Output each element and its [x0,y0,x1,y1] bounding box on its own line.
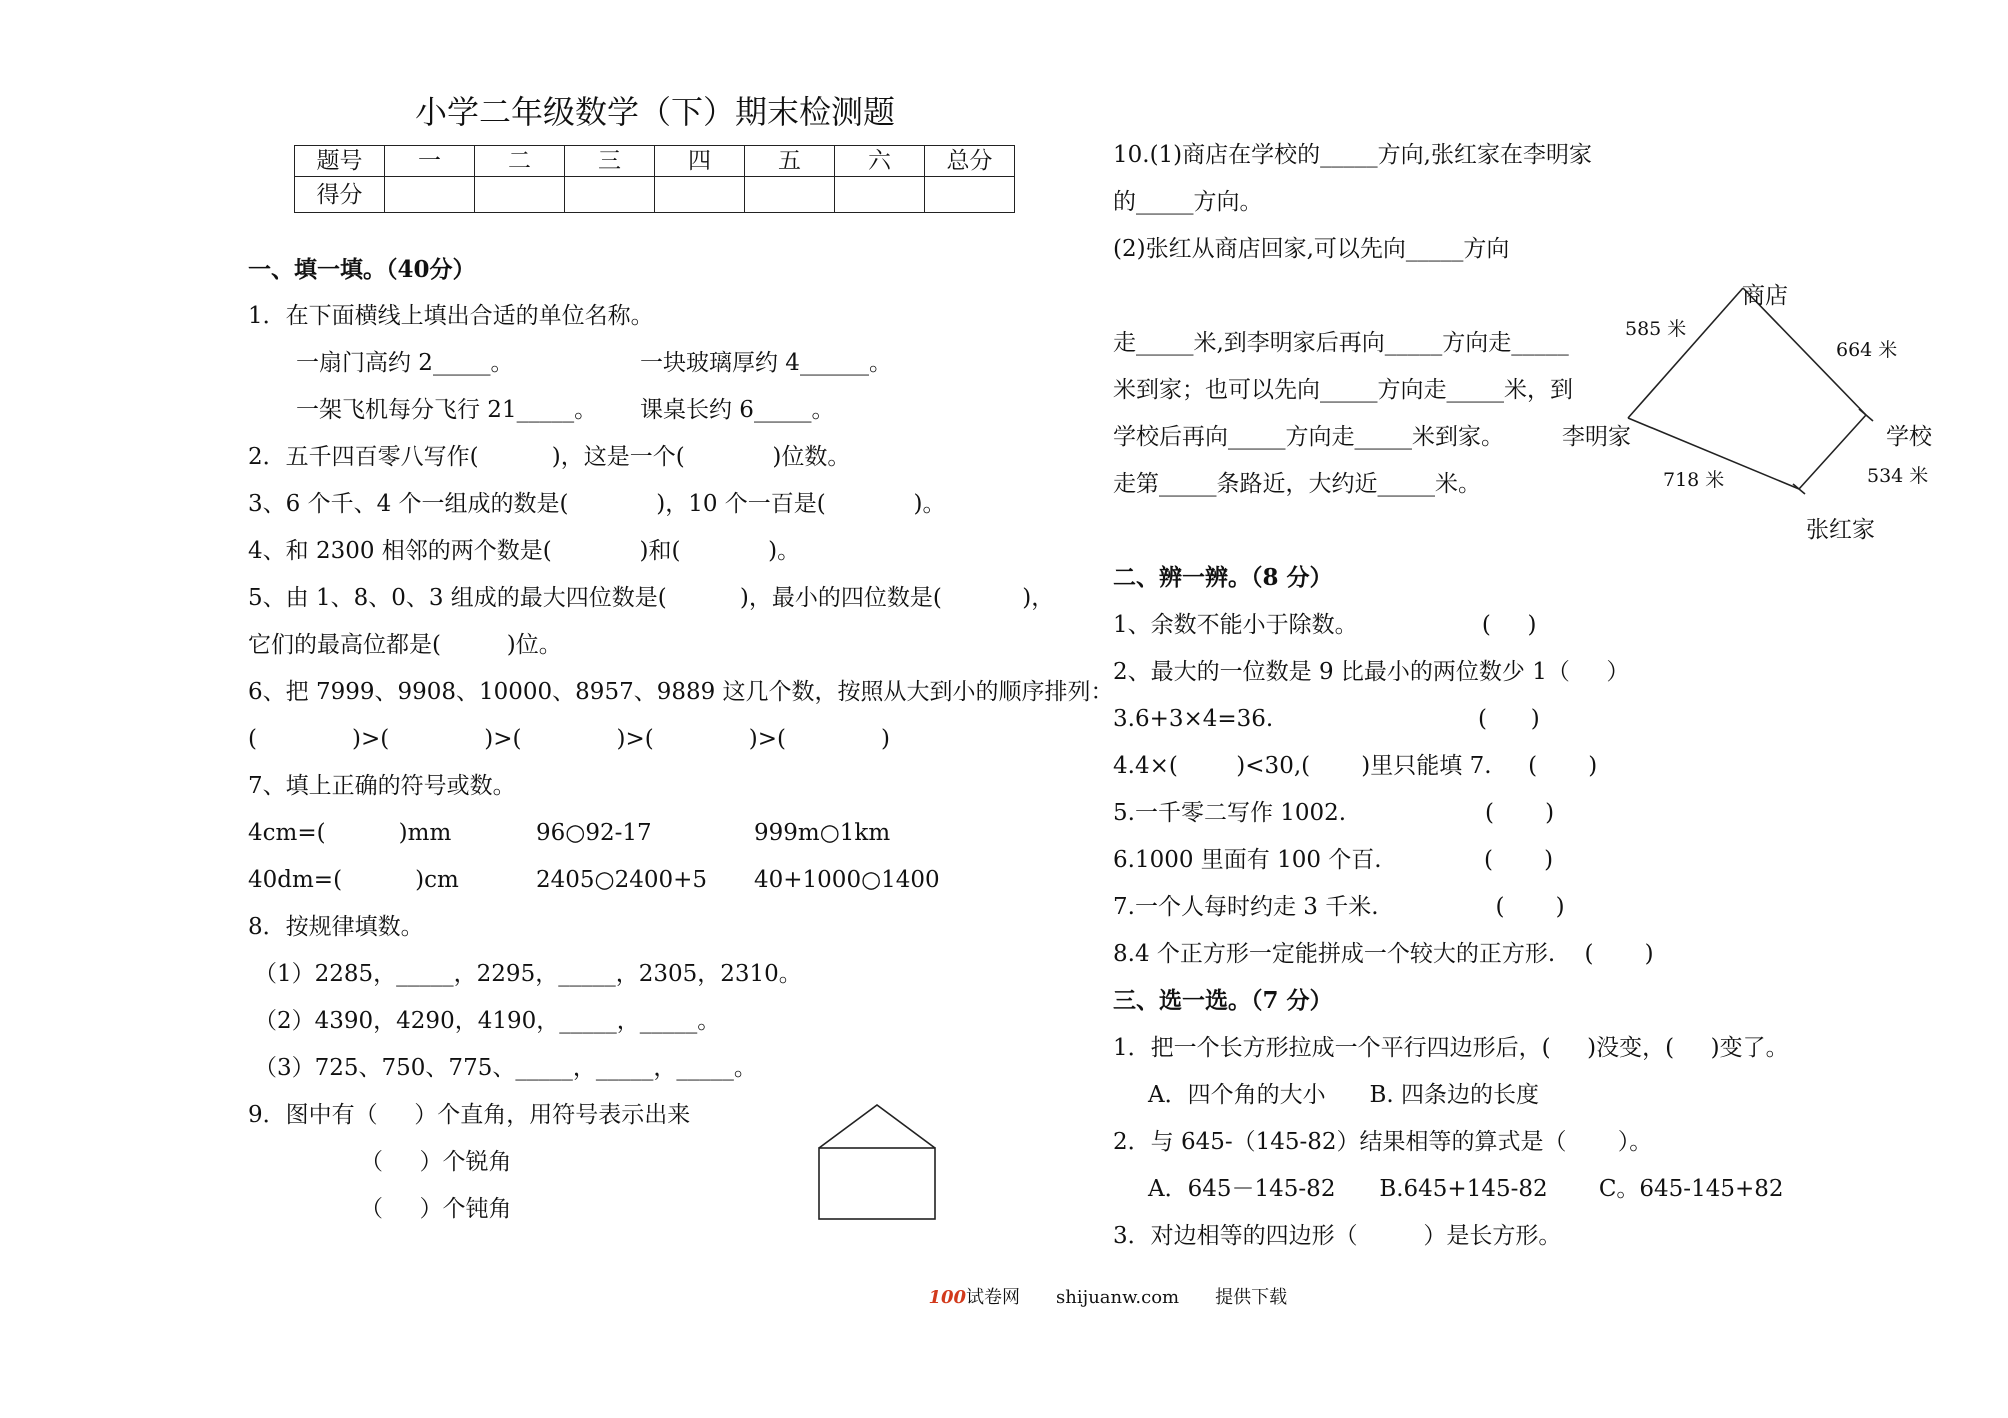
site-name: 试卷网 [966,1287,1021,1308]
score-header-cell: 题号 [295,146,385,177]
road-school-zhanghong [1799,415,1866,489]
question-9-obtuse: （ ）个钝角 [360,1196,512,1222]
question-9: 9．图中有（ ）个直角，用符号表示出来 [248,1102,691,1128]
house-figure [819,1105,935,1219]
question-10-line-5: 米到家；也可以先向_____方向走_____米，到 [1113,377,1573,403]
tick-mark [1859,409,1873,421]
score-header-cell: 六 [835,146,925,177]
question-10-line-1: 10.(1)商店在学校的_____方向,张红家在李明家 [1113,142,1592,168]
question-1a: 一扇门高约 2_____。 [296,350,514,376]
question-5-line-1: 5、由 1、8、0、3 组成的最大四位数是( )，最小的四位数是( )， [248,585,1055,611]
distance-shop-liming: 585 米 [1625,318,1687,340]
question-8-3: （3）725、750、775、_____，_____，_____。 [254,1055,757,1081]
question-2: 2．五千四百零八写作( )，这是一个( )位数。 [248,444,851,470]
question-7: 7、填上正确的符号或数。 [248,773,516,799]
question-8-1: （1）2285，_____，2295，_____，2305，2310。 [254,961,802,987]
question-7e: 2405○2400+5 [536,867,708,893]
question-3: 3、6 个千、4 个一组成的数是( )，10 个一百是( )。 [248,491,946,517]
site-domain: shijuanw.com [1056,1287,1180,1308]
choice-1-options: A．四个角的大小 B. 四条边的长度 [1148,1082,1539,1108]
question-10-line-2: 的_____方向。 [1113,189,1263,215]
judge-2: 2、最大的一位数是 9 比最小的两位数少 1（ ） [1113,659,1630,685]
map-label-zhanghong: 张红家 [1806,517,1875,543]
choice-2: 2．与 645-（145-82）结果相等的算式是（ ）。 [1113,1129,1653,1155]
question-10-line-4: 走_____米,到李明家后再向_____方向走_____ [1113,330,1569,356]
question-7b: 96○92-17 [536,820,652,846]
question-7d: 40dm=( )cm [248,867,459,893]
question-1b: 一块玻璃厚约 4______。 [640,350,892,376]
question-1: 1．在下面横线上填出合适的单位名称。 [248,303,654,329]
distance-school-zhanghong: 534 米 [1867,465,1929,487]
question-8: 8．按规律填数。 [248,914,424,940]
distance-liming-zhanghong: 718 米 [1663,469,1725,491]
score-header-cell: 三 [565,146,655,177]
score-header-cell: 四 [655,146,745,177]
score-header-cell: 一 [385,146,475,177]
score-header-cell: 二 [475,146,565,177]
question-7f: 40+1000○1400 [754,867,940,893]
judge-3: 3.6+3×4=36. ( ) [1113,706,1540,732]
map-label-school: 学校 [1886,424,1932,450]
road-shop-liming [1628,288,1743,418]
score-row-label: 得分 [295,177,385,213]
question-10-line-3: (2)张红从商店回家,可以先向_____方向 [1113,236,1510,262]
question-9-acute: （ ）个锐角 [360,1149,512,1175]
section-2-heading: 二、辨一辨。（8 分） [1113,564,1333,591]
score-header-cell: 五 [745,146,835,177]
house-roof [819,1105,935,1148]
judge-4: 4.4×( )<30,( )里只能填 7. ( ) [1113,753,1598,779]
judge-1: 1、余数不能小于除数。 ( ) [1113,612,1537,638]
question-10-line-6: 学校后再向_____方向走_____米到家。 [1113,424,1504,450]
question-6-line-2: ( )>( )>( )>( )>( ) [248,726,891,752]
judge-6: 6.1000 里面有 100 个百. ( ) [1113,847,1554,873]
distance-shop-school: 664 米 [1836,339,1898,361]
exam-title: 小学二年级数学（下）期末检测题 [415,93,896,131]
judge-7: 7.一个人每时约走 3 千米. ( ) [1113,894,1565,920]
footer-note: 提供下载 [1215,1287,1288,1308]
map-label-shop: 商店 [1742,283,1788,309]
choice-3: 3．对边相等的四边形（ ）是长方形。 [1113,1223,1562,1249]
judge-5: 5.一千零二写作 1002. ( ) [1113,800,1555,826]
score-header-cell: 总分 [925,146,1015,177]
question-10-line-7: 走第_____条路近，大约近_____米。 [1113,471,1481,497]
house-rectangle [819,1148,935,1219]
section-1-heading: 一、填一填。（40分） [248,256,476,283]
footer [917,1262,1287,1310]
question-4: 4、和 2300 相邻的两个数是( )和( )。 [248,538,801,564]
choice-1: 1．把一个长方形拉成一个平行四边形后，( )没变，( )变了。 [1113,1035,1789,1061]
question-8-2: （2）4390，4290，4190，_____，_____。 [254,1008,721,1034]
question-6-line-1: 6、把 7999、9908、10000、8957、9889 这几个数，按照从大到小的顺序排列： [248,679,1114,705]
question-1d: 课桌长约 6_____。 [640,397,835,423]
section-3-heading: 三、选一选。（7 分） [1113,987,1333,1014]
judge-8: 8.4 个正方形一定能拼成一个较大的正方形. ( ) [1113,941,1654,967]
map-label-liming: 李明家 [1562,424,1631,450]
question-7c: 999m○1km [754,820,891,846]
question-1c: 一架飞机每分飞行 21_____。 [296,397,598,423]
site-logo: 100 [928,1287,967,1308]
question-5-line-2: 它们的最高位都是( )位。 [248,632,562,658]
question-7a: 4cm=( )mm [248,820,452,846]
choice-2-options: A．645－145-82 B.645+145-82 C。645-145+82 [1148,1176,1784,1202]
